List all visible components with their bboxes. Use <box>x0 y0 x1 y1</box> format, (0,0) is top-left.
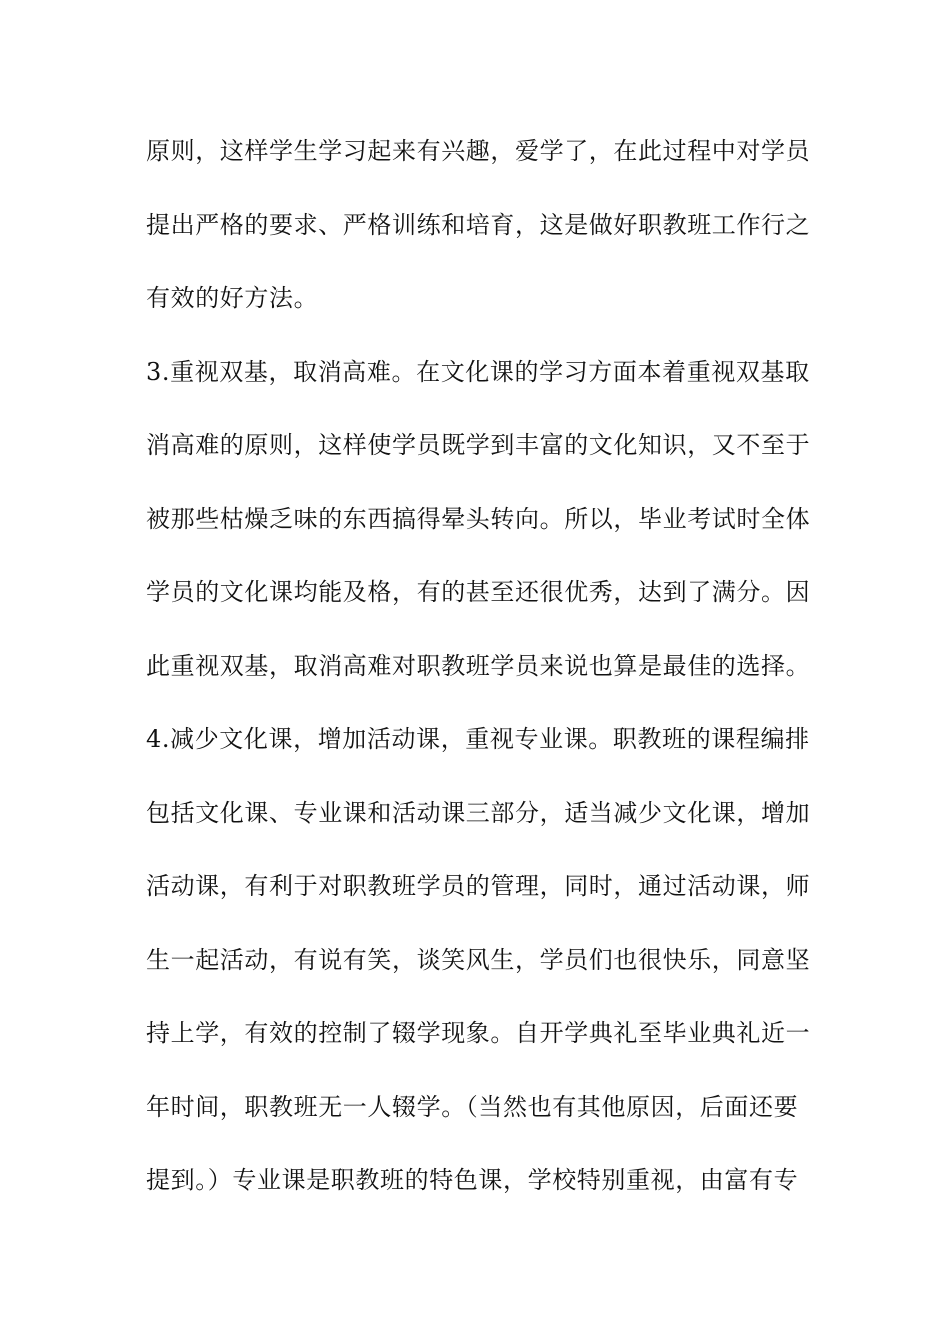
text-line: 提出严格的要求、严格训练和培育，这是做好职教班工作行之 <box>146 210 811 239</box>
text-line: 3.重视双基，取消高难。在文化课的学习方面本着重视双基取 <box>146 357 810 386</box>
text-line: 被那些枯燥乏味的东西搞得晕头转向。所以，毕业考试时全体 <box>146 504 811 533</box>
body-text <box>146 128 811 1231</box>
text-line: 生一起活动，有说有笑，谈笑风生，学员们也很快乐，同意坚 <box>146 945 811 974</box>
text-line: 包括文化课、专业课和活动课三部分，适当减少文化课，增加 <box>146 798 811 827</box>
text-line: 活动课，有利于对职教班学员的管理，同时，通过活动课，师 <box>146 872 811 900</box>
text-line: 消高难的原则，这样使学员既学到丰富的文化知识，又不至于 <box>146 431 811 459</box>
text-line: 4.减少文化课，增加活动课，重视专业课。职教班的课程编排 <box>146 725 810 753</box>
text-line: 此重视双基，取消高难对职教班学员来说也算是最佳的选择。 <box>146 651 811 680</box>
text-line: 持上学，有效的控制了辍学现象。自开学典礼至毕业典礼近一 <box>146 1019 811 1047</box>
text-line: 原则，这样学生学习起来有兴趣，爱学了，在此过程中对学员 <box>146 137 811 165</box>
text-line: 学员的文化课均能及格，有的甚至还很优秀，达到了满分。因 <box>146 578 811 606</box>
text-line: 提到。）专业课是职教班的特色课，学校特别重视，由富有专 <box>146 1166 799 1194</box>
text-line: 年时间，职教班无一人辍学。（当然也有其他原因，后面还要 <box>146 1092 799 1121</box>
text-line: 有效的好方法。 <box>146 284 319 312</box>
